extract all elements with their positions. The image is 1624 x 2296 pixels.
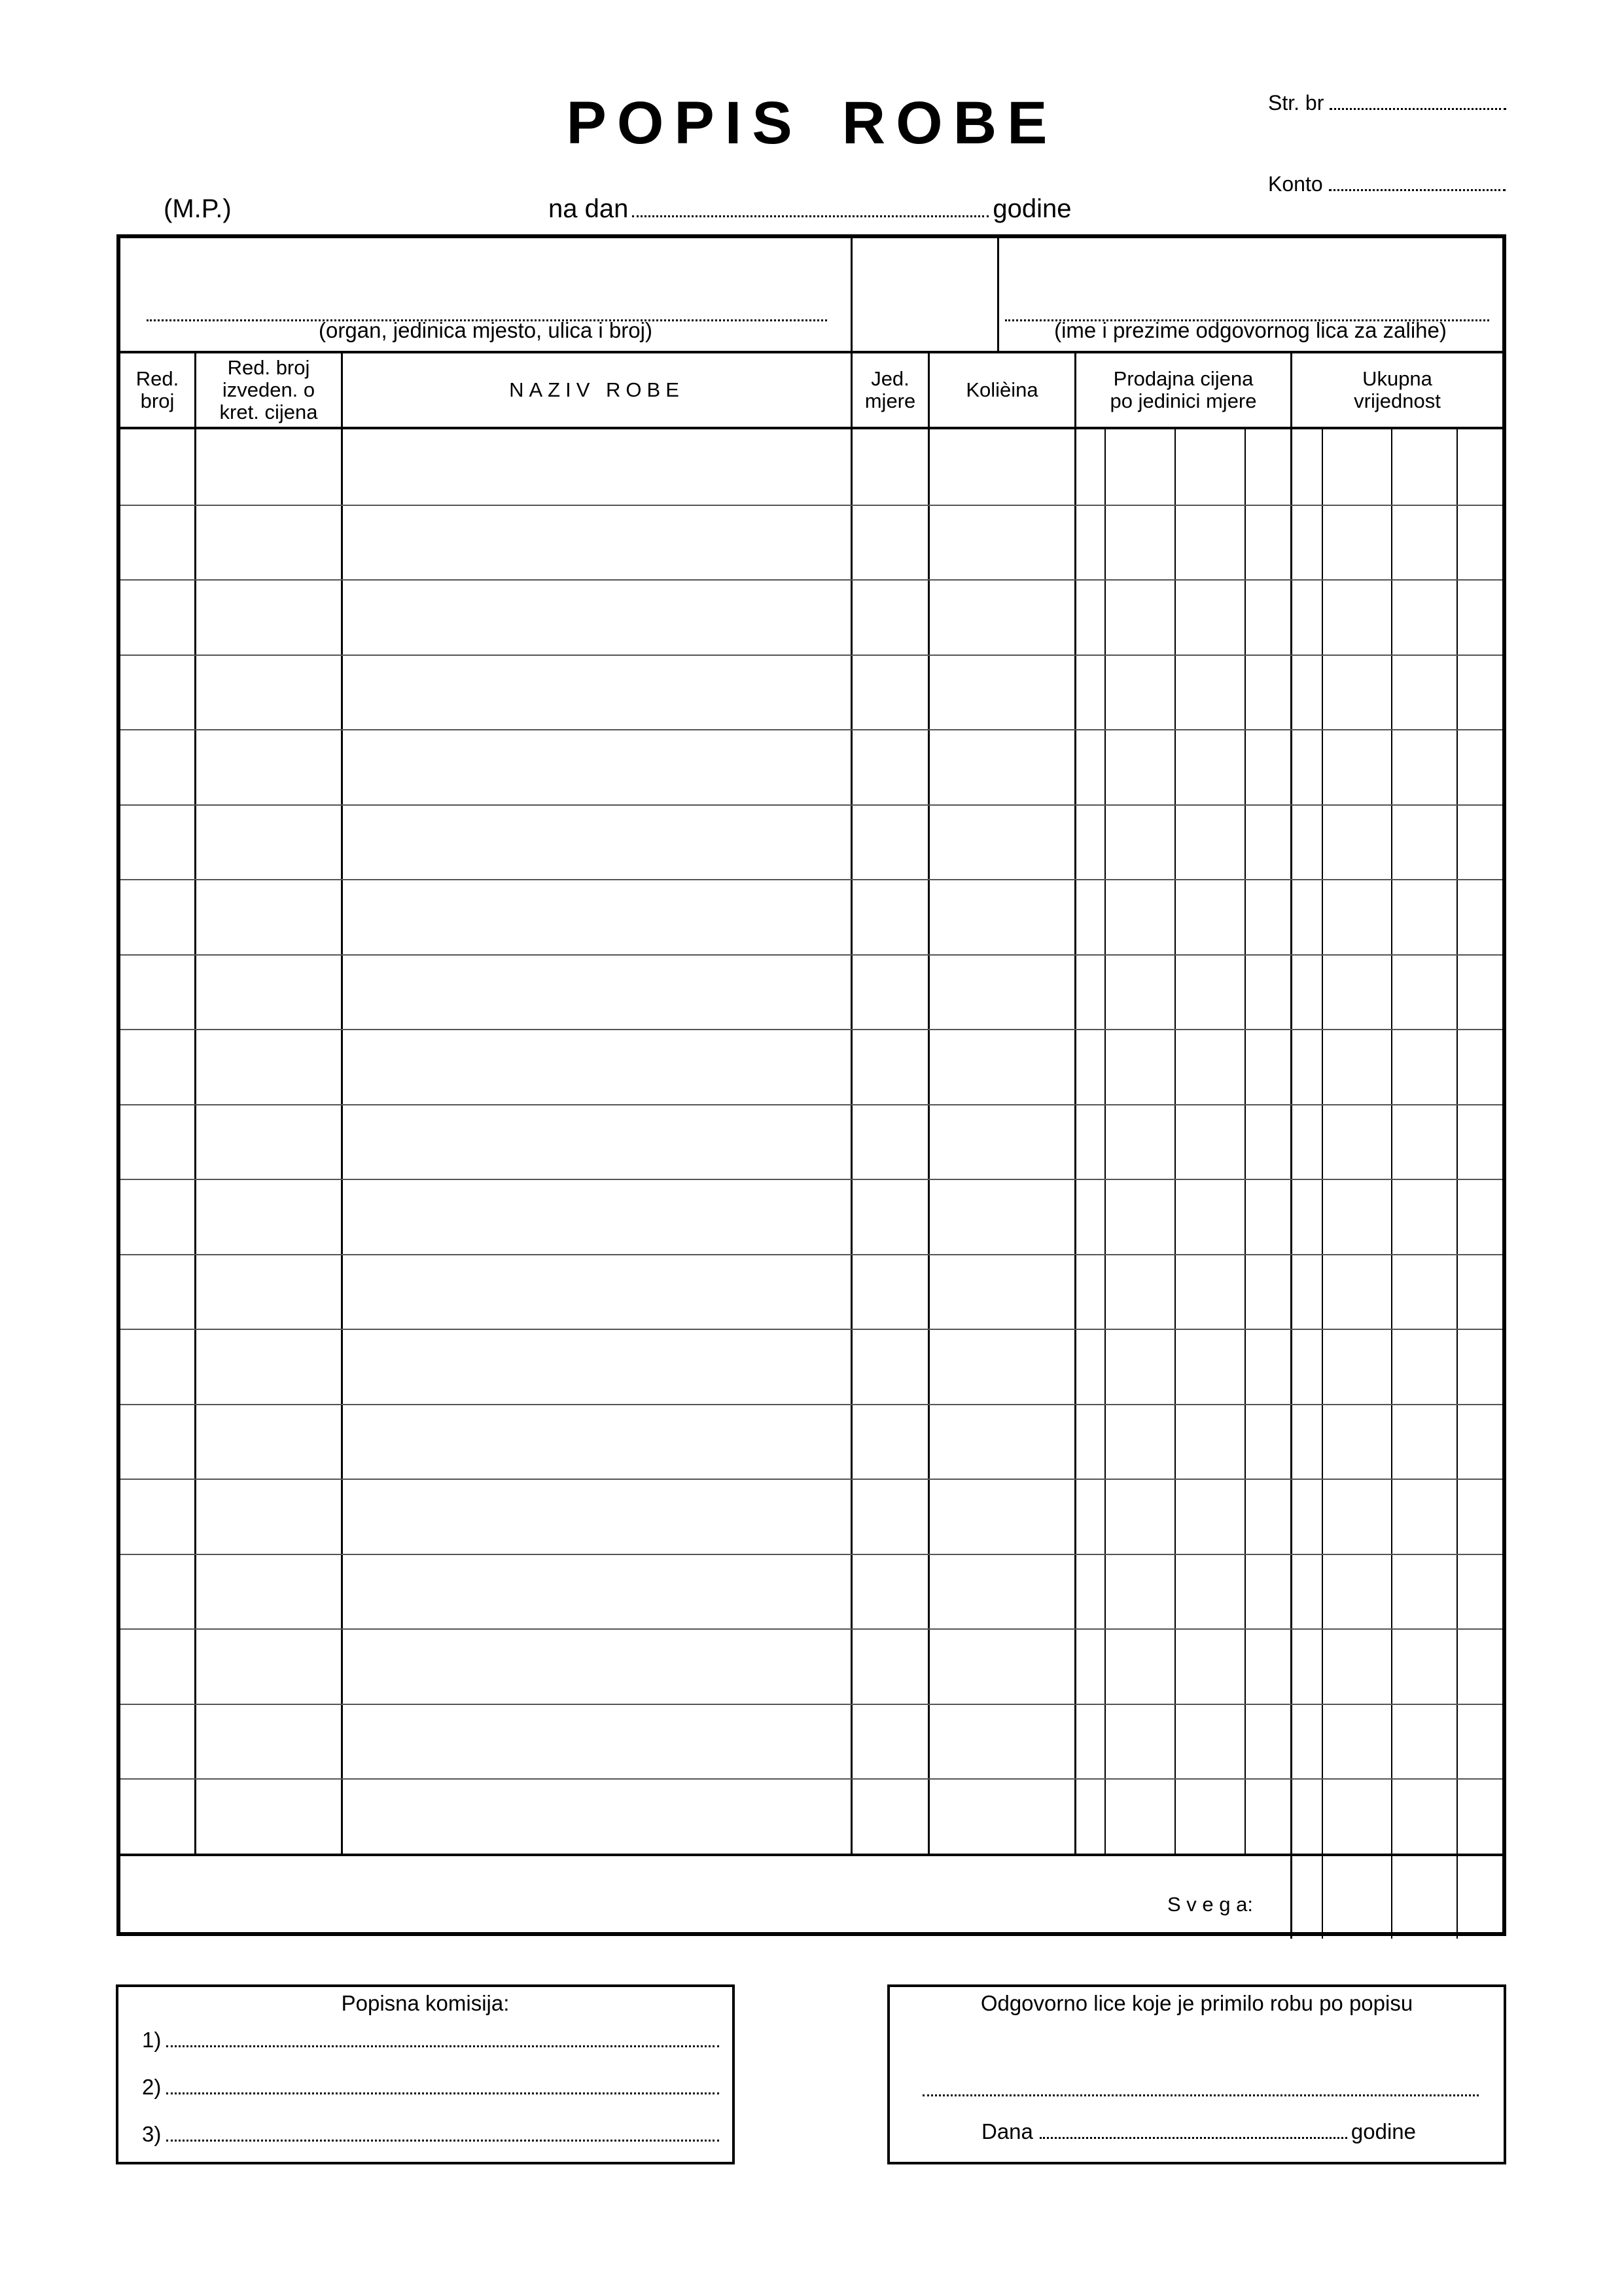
col-line-6 bbox=[1290, 352, 1292, 1939]
table-row-divider bbox=[120, 1254, 1502, 1255]
table-row-divider bbox=[120, 579, 1502, 581]
komisija-member-field[interactable] bbox=[142, 2075, 719, 2100]
table-row-divider bbox=[120, 1704, 1502, 1705]
title-word-1: POPIS bbox=[566, 90, 803, 156]
dana-label: Dana bbox=[981, 2119, 1033, 2144]
table-row-divider bbox=[120, 1104, 1502, 1105]
komisija-title: Popisna komisija: bbox=[341, 1991, 510, 2015]
komisija-member-dots bbox=[166, 2045, 719, 2047]
odgovorno-box bbox=[887, 1984, 1506, 2164]
col-header-kolicina: Kolièina bbox=[966, 378, 1038, 401]
table-row-divider bbox=[120, 1029, 1502, 1030]
dana-field[interactable] bbox=[981, 2119, 1416, 2144]
odgovorno-signature-field[interactable] bbox=[923, 2094, 1479, 2096]
price-subline-2 bbox=[1174, 428, 1176, 1855]
col-header-red-broj: Red. broj bbox=[135, 367, 179, 412]
str-br-field[interactable] bbox=[1268, 90, 1506, 115]
table-row-divider bbox=[120, 1404, 1502, 1405]
table-row-divider bbox=[120, 954, 1502, 956]
dana-dots bbox=[1040, 2137, 1347, 2139]
price-subline-3 bbox=[1244, 428, 1246, 1855]
komisija-box bbox=[116, 1984, 735, 2164]
na-dan-label: na dan bbox=[548, 194, 629, 223]
table-row-divider bbox=[120, 1179, 1502, 1180]
table-row-divider bbox=[120, 1628, 1502, 1630]
table-row-divider bbox=[120, 655, 1502, 656]
svega-row-divider bbox=[120, 1854, 1502, 1856]
konto-dots bbox=[1329, 189, 1506, 191]
odgovorno-lice-caption: (ime i prezime odgovornog lica za zalihe) bbox=[1054, 318, 1447, 342]
col-header-red-broj-izveden: Red. broj izveden. o kret. cijena bbox=[219, 356, 318, 423]
komisija-member-dots bbox=[166, 2092, 719, 2094]
table-row-divider bbox=[120, 1479, 1502, 1480]
title-word-2: ROBE bbox=[841, 90, 1058, 156]
komisija-member-dots bbox=[166, 2140, 719, 2142]
svega-label: S v e g a: bbox=[1167, 1893, 1253, 1916]
komisija-member-field[interactable] bbox=[142, 2028, 719, 2053]
col-header-jed-mjere: Jed. mjere bbox=[864, 367, 916, 412]
komisija-member-number: 1) bbox=[142, 2028, 162, 2052]
str-br-dots bbox=[1330, 108, 1506, 110]
col-header-ukupna-vrijednost: Ukupna vrijednost bbox=[1354, 367, 1441, 412]
table-row-divider bbox=[120, 1329, 1502, 1330]
dana-godine-label: godine bbox=[1350, 2119, 1416, 2144]
komisija-member-number: 2) bbox=[142, 2075, 162, 2099]
na-dan-dots bbox=[632, 215, 989, 217]
odgovorno-title: Odgovorno lice koje je primilo robu po popisu bbox=[980, 1991, 1413, 2015]
table-row-divider bbox=[120, 804, 1502, 806]
godine-label: godine bbox=[993, 194, 1072, 223]
inventory-table bbox=[116, 234, 1506, 1936]
table-row-divider bbox=[120, 729, 1502, 730]
col-header-naziv-robe: NAZIV ROBE bbox=[509, 378, 684, 401]
table-row-divider bbox=[120, 879, 1502, 880]
table-row-divider bbox=[120, 505, 1502, 506]
komisija-member-number: 3) bbox=[142, 2122, 162, 2146]
str-br-label: Str. br bbox=[1268, 91, 1324, 115]
na-dan-field[interactable] bbox=[548, 194, 1071, 224]
organ-caption: (organ, jedinica mjesto, ulica i broj) bbox=[319, 318, 652, 342]
price-subline-1 bbox=[1104, 428, 1106, 1855]
table-row-divider bbox=[120, 1778, 1502, 1780]
header-row-divider bbox=[120, 427, 1502, 429]
top-divider-left bbox=[851, 238, 853, 352]
komisija-member-field[interactable] bbox=[142, 2122, 719, 2147]
col-header-prodajna-cijena: Prodajna cijena po jedinici mjere bbox=[1110, 367, 1257, 412]
konto-label: Konto bbox=[1268, 172, 1323, 196]
konto-field[interactable] bbox=[1268, 171, 1506, 196]
table-row-divider bbox=[120, 1554, 1502, 1555]
mp-label: (M.P.) bbox=[164, 194, 232, 223]
